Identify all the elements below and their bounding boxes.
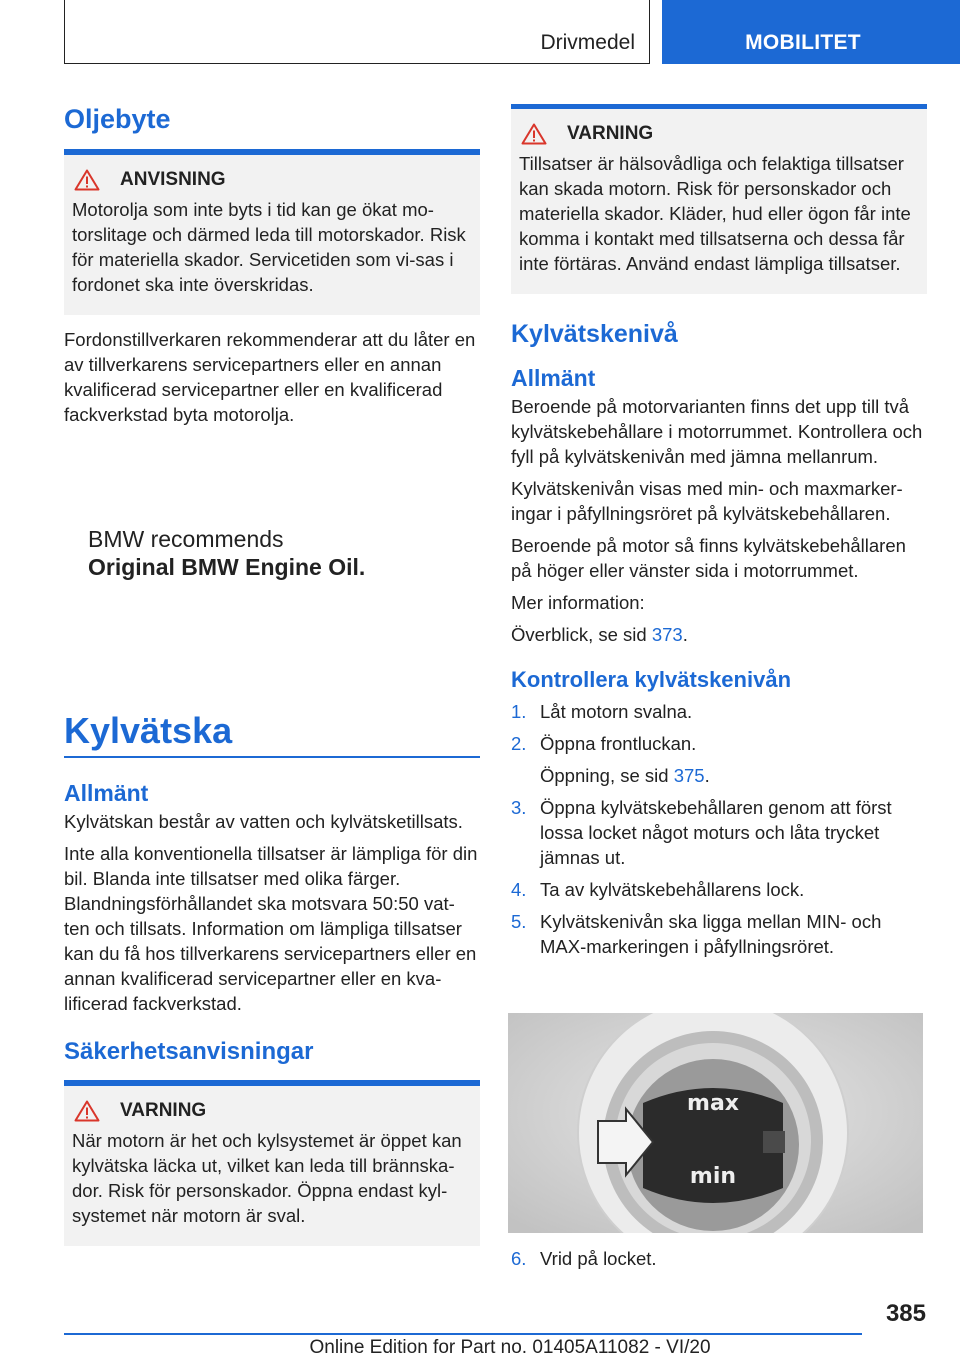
step-item	[511, 731, 927, 756]
coolant-reservoir-photo	[508, 1013, 923, 1233]
step-item	[511, 909, 927, 959]
coolant-general-para2: Inte alla konventionella tillsatser är lämpliga för din bil. Blanda inte tillsatser med olika färger. Blandningsförhållandet ska motsvara 50:50 vat-ten och tillsats. Information om lämpliga tillsatser kan du få hos tillverkarens servicepartners eller en annan kvalificerad servicepartner eller en kva-lificerad fackverkstad.	[64, 842, 478, 1014]
coolant-level-para2: Kylvätskenivån visas med min- och maxmarker-ingar i påfyllningsröret på kylvätskebehållaren.	[511, 478, 903, 524]
oil-image-line2: Original BMW Engine Oil.	[88, 554, 366, 580]
header-chapter-tab	[662, 0, 960, 64]
step-number: 1.	[511, 701, 527, 722]
safety-title: Säkerhetsanvisningar	[64, 1037, 314, 1065]
coolant-level-title: Kylvätskenivå	[511, 320, 678, 348]
header-section-box	[64, 0, 650, 64]
oil-notice-box	[64, 155, 480, 315]
overview-page-link[interactable]: 373	[651, 624, 683, 645]
step-number: 3.	[511, 797, 527, 818]
additive-warning-text: Tillsatser är hälsovådliga och felaktiga tillsatser kan skada motorn. Risk för personskador och materiella skador. Kläder, hud eller ögon får inte komma i kontakt med tillsatserna och dessa får inte förtäras. Använd endast lämpliga tillsatser.	[519, 153, 911, 274]
coolant-warning-box	[64, 1086, 480, 1246]
step-item	[511, 699, 927, 724]
coolant-level-general-title: Allmänt	[511, 365, 596, 391]
warning-triangle-icon	[74, 1100, 100, 1122]
min-mark-label: min	[689, 1164, 737, 1189]
step-text: Öppna kylvätskebehållaren genom att först lossa locket något moturs och låta trycket jämnas ut.	[540, 797, 892, 868]
step-text: Kylvätskenivån ska ligga mellan MIN- och MAX-markeringen i påfyllningsröret.	[540, 911, 882, 957]
check-level-steps	[511, 699, 927, 959]
step-number: 2.	[511, 733, 527, 754]
coolant-warning-label: VARNING	[120, 1099, 207, 1121]
check-level-title: Kontrollera kylvätskenivån	[511, 667, 792, 692]
coolant-level-para3: Beroende på motor så finns kylvätskebehållaren på höger eller vänster sida i motorrummet.	[511, 535, 906, 581]
step-item	[511, 795, 927, 870]
additive-warning-section	[511, 104, 927, 966]
bmw-oil-logo-image	[64, 430, 480, 660]
step-number: 5.	[511, 911, 527, 932]
footer-edition: Online Edition for Part no. 01405A11082 - VI/20	[309, 1337, 711, 1358]
header-section-title: Drivmedel	[540, 31, 635, 54]
overview-ref-suffix: .	[682, 624, 688, 645]
additive-warning-header	[519, 123, 919, 145]
oil-notice-label: ANVISNING	[120, 169, 226, 190]
page-number: 385	[885, 1300, 926, 1327]
additive-warning-label: VARNING	[567, 123, 654, 144]
step-text: Öppna frontluckan.	[540, 733, 697, 754]
step-number: 6.	[511, 1248, 527, 1269]
step-item	[511, 1246, 927, 1271]
step-text: Ta av kylvätskebehållarens lock.	[540, 879, 805, 900]
step-text: Vrid på locket.	[540, 1248, 657, 1269]
reservoir-illustration	[508, 1013, 923, 1233]
step-text: Låt motorn svalna.	[540, 701, 693, 722]
oil-change-title: Oljebyte	[64, 104, 171, 134]
final-step	[511, 1246, 927, 1278]
opening-ref-suffix: .	[704, 765, 710, 786]
warning-triangle-icon	[521, 123, 547, 145]
overview-ref-prefix: Överblick, se sid	[511, 624, 652, 645]
coolant-title: Kylvätska	[64, 710, 233, 751]
step2-subnote	[511, 763, 927, 788]
oil-image-line1: BMW recommends	[88, 526, 284, 552]
coolant-level-para1: Beroende på motorvarianten finns det upp till två kylvätskebehållare i motorrummet. Kontrollera och fyll på kylvätskenivån med jämna mellanrum.	[511, 396, 923, 467]
step-number: 4.	[511, 879, 527, 900]
oil-notice-text: Motorolja som inte byts i tid kan ge ökat mo-torslitage och därmed leda till motorskador. Risk för materiella skador. Servicetiden som vi-sas i fordonet ska inte överskridas.	[72, 199, 466, 295]
coolant-general-title: Allmänt	[64, 779, 149, 806]
opening-page-link[interactable]: 375	[673, 765, 705, 786]
warning-triangle-icon	[74, 169, 100, 191]
opening-ref-prefix: Öppning, se sid	[540, 765, 674, 786]
coolant-level-para5	[511, 622, 927, 647]
coolant-section	[64, 710, 480, 1246]
footer-rule	[64, 1333, 862, 1335]
coolant-general-para1: Kylvätskan består av vatten och kylvätsketillsats.	[64, 810, 463, 832]
oil-change-section	[64, 104, 480, 427]
oil-notice-header	[72, 169, 472, 191]
max-mark-label: max	[687, 1091, 739, 1116]
coolant-level-para4: Mer information:	[511, 592, 645, 613]
coolant-title-rule	[64, 756, 480, 758]
step-item	[511, 877, 927, 902]
header-chapter-title: MOBILITET	[745, 31, 861, 54]
additive-warning-box	[511, 109, 927, 294]
coolant-warning-header	[72, 1100, 472, 1122]
coolant-warning-text: När motorn är het och kylsystemet är öppet kan kylvätska läcka ut, vilket kan leda till brännska-dor. Risk för personskador. Öppna endast kyl-systemet när motorn är sval.	[72, 1129, 462, 1226]
oil-change-paragraph: Fordonstillverkaren rekommenderar att du låter en av tillverkarens servicepartners eller en annan kvalificerad servicepartner eller en kvalificerad fackverkstad byta motorolja.	[64, 329, 476, 425]
